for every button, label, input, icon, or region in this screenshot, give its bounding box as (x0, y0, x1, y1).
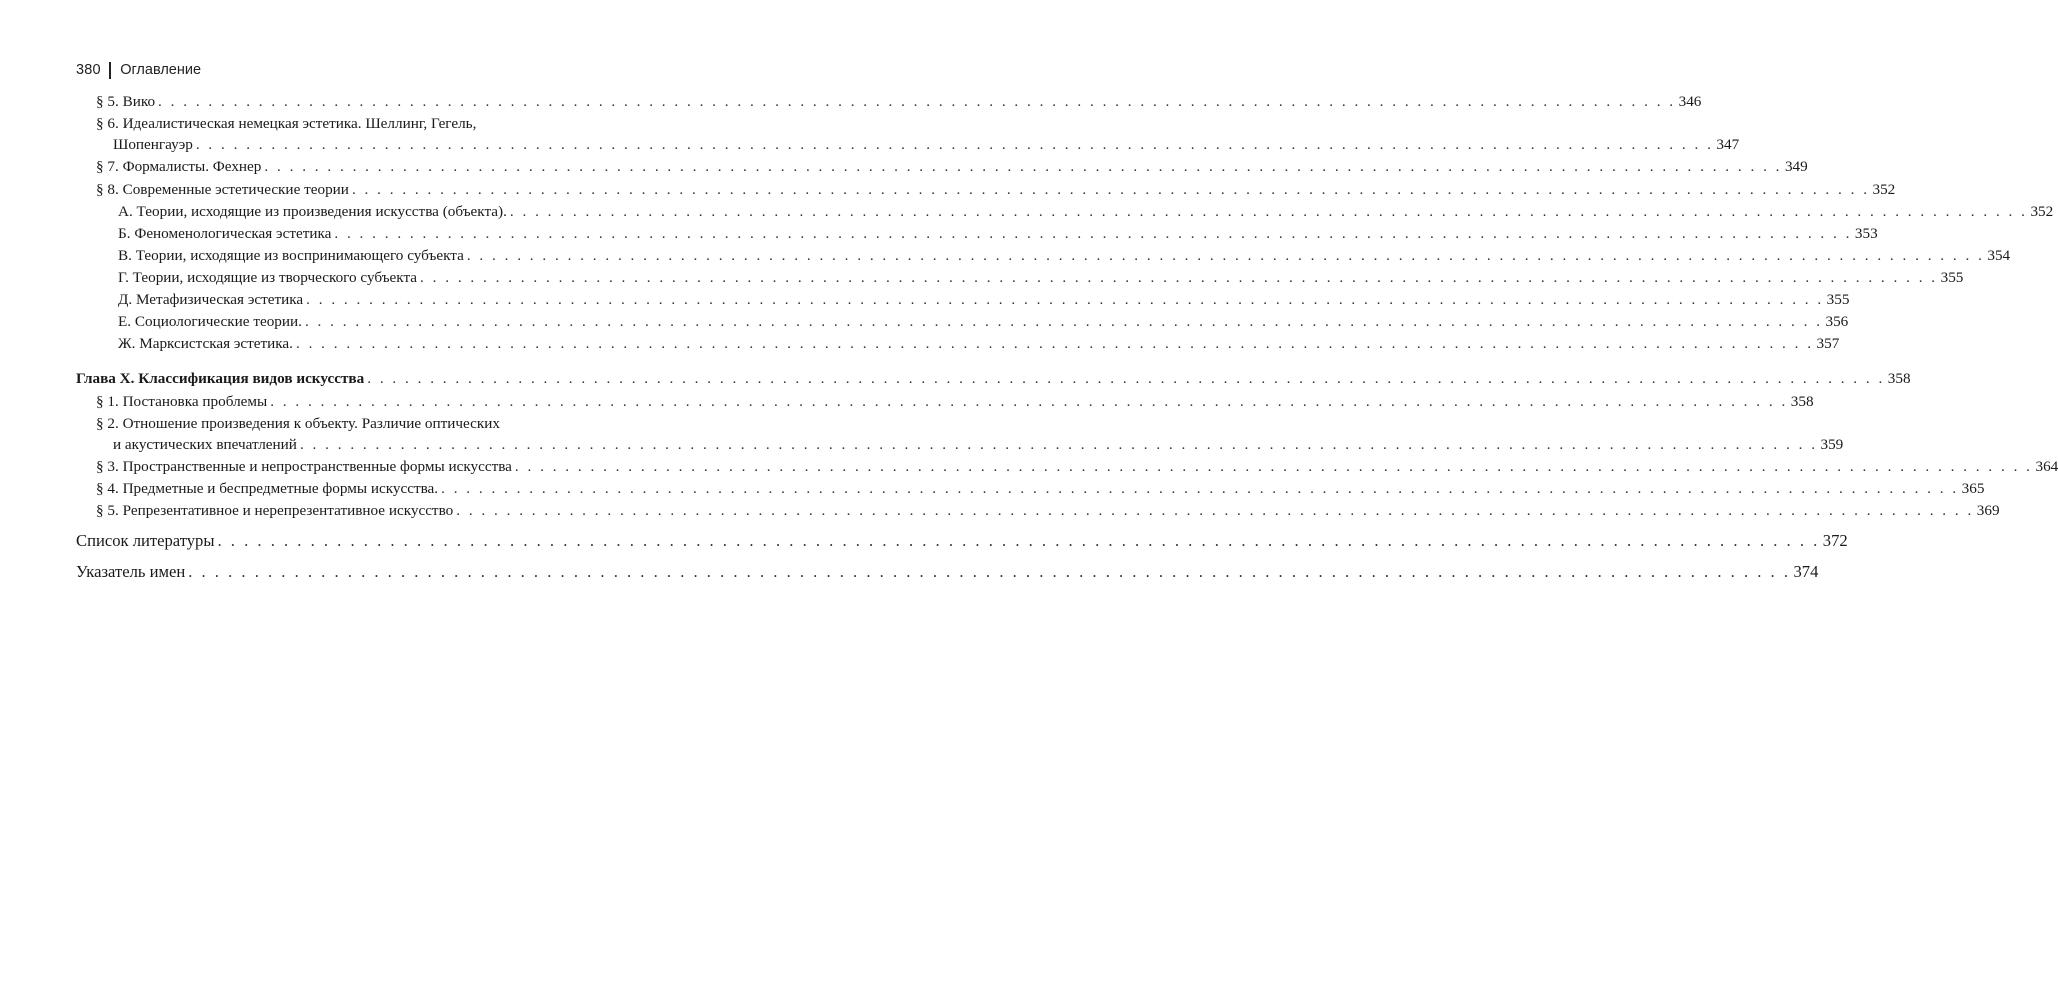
toc-entry[interactable] (96, 480, 1985, 498)
toc-leader-dots: . . . . . . . . . . . . . . . . . . . . . . . . . . . . . . . . . . . . . . . . . . . . . . . . . . . . . . . . . . . . . . . . . . . . . . . . . . . . . . . . . . . . . . . . . . . . . . . . . . . . . . . . . . . . . . . . . . . . . . . . . (351, 181, 1870, 198)
toc-leader-dots: . . . . . . . . . . . . . . . . . . . . . . . . . . . . . . . . . . . . . . . . . . . . . . . . . . . . . . . . . . . . . . . . . . . . . . . . . . . . . . . . . . . . . . . . . . . . . . . . . . . . . . . . . . . . . . . . . . . . . . . . . (158, 93, 1676, 110)
toc-entry-title: Г. Теории, исходящие из творческого субъекта (118, 269, 418, 286)
toc-leader-dots: . . . . . . . . . . . . . . . . . . . . . . . . . . . . . . . . . . . . . . . . . . . . . . . . . . . . . . . . . . . . . . . . . . . . . . . . . . . . . . . . . . . . . . . . . . . . . . . . . . . . . . . . . . . . . . . . . . . . . . . . . (295, 335, 1814, 352)
toc-leader-dots: . . . . . . . . . . . . . . . . . . . . . . . . . . . . . . . . . . . . . . . . . . . . . . . . . . . . . . . . . . . . . . . . . . . . . . . . . . . . . . . . . . . . . . . . . . . . . . . . . . . . . . . . . . . . . . . . . . . . . . . . . (264, 158, 1782, 175)
toc-entry[interactable] (96, 393, 1814, 411)
toc-entry-page: 359 (1820, 436, 1844, 453)
toc-entry-page: 347 (1716, 136, 1740, 153)
toc-leader-dots: . . . . . . . . . . . . . . . . . . . . . . . . . . . . . . . . . . . . . . . . . . . . . . . . . . . . . . . . . . . . . . . . . . . . . . . . . . . . . . . . . . . . . . . . . . . . . . . . . . . . . . . . . . . . . . . . . . . . . . . . . (456, 502, 1974, 519)
toc-entry[interactable] (118, 247, 2011, 265)
running-header (76, 60, 201, 80)
toc-entry[interactable] (118, 225, 1878, 243)
toc-entry-page: 372 (1822, 531, 1848, 550)
toc-leader-dots: . . . . . . . . . . . . . . . . . . . . . . . . . . . . . . . . . . . . . . . . . . . . . . . . . . . . . . . . . . . . . . . . . . . . . . . . . . . . . . . . . . . . . . . . . . . . . . . . . . . . . . . . . . . . . . . . . . . . . . . . . (306, 291, 1824, 308)
toc-entry-page: 355 (1940, 269, 1964, 286)
toc-entry[interactable] (118, 291, 1850, 309)
toc-entry-page: 364 (2035, 458, 2058, 475)
toc-leader-dots: . . . . . . . . . . . . . . . . . . . . . . . . . . . . . . . . . . . . . . . . . . . . . . . . . . . . . . . . . . . . . . . . . . . . . . . . . . . . . . . . . . . . . . . . . . . . . . . . . . . . . . . . . . . . . . . . . . . . . . . . . (367, 370, 1885, 387)
toc-leader-dots: . . . . . . . . . . . . . . . . . . . . . . . . . . . . . . . . . . . . . . . . . . . . . . . . . . . . . . . . . . . . . . . . . . . . . . . . . . . . . . . . . . . . . . . . . . . . . . . . . . . . . . . . . . . . . . . . . . . . . . . . . (188, 562, 1791, 581)
toc-entry-title: Е. Социологические теории. (118, 313, 302, 330)
toc-entry[interactable] (96, 502, 2000, 520)
toc-entry-page: 346 (1678, 93, 1702, 110)
toc-entry-page: 358 (1790, 393, 1814, 410)
toc-leader-dots: . . . . . . . . . . . . . . . . . . . . . . . . . . . . . . . . . . . . . . . . . . . . . . . . . . . . . . . . . . . . . . . . . . . . . . . . . . . . . . . . . . . . . . . . . . . . . . . . . . . . . . . . . . . . . . . . . . . . . . . . . (195, 136, 1714, 153)
toc-leader-dots: . . . . . . . . . . . . . . . . . . . . . . . . . . . . . . . . . . . . . . . . . . . . . . . . . . . . . . . . . . . . . . . . . . . . . . . . . . . . . . . . . . . . . . . . . . . . . . . . . . . . . . . . . . . . . . . . . . . . . . . . . (466, 247, 1985, 264)
toc-entry-title: В. Теории, исходящие из воспринимающего субъекта (118, 247, 464, 264)
toc-entry-title: Ж. Марксистская эстетика. (118, 335, 293, 352)
toc-leader-dots: . . . . . . . . . . . . . . . . . . . . . . . . . . . . . . . . . . . . . . . . . . . . . . . . . . . . . . . . . . . . . . . . . . . . . . . . . . . . . . . . . . . . . . . . . . . . . . . . . . . . . . . . . . . . . . . . . . . . . . . . . (514, 458, 2033, 475)
toc-entry-name-index[interactable] (76, 562, 1819, 582)
toc-entry-bibliography[interactable] (76, 531, 1848, 551)
toc-leader-dots: . . . . . . . . . . . . . . . . . . . . . . . . . . . . . . . . . . . . . . . . . . . . . . . . . . . . . . . . . . . . . . . . . . . . . . . . . . . . . . . . . . . . . . . . . . . . . . . . . . . . . . . . . . . . . . . . . . . . . . . . . (509, 203, 2028, 220)
page-number: 380 (76, 62, 101, 78)
toc-entry[interactable] (96, 93, 1702, 111)
toc-leader-dots: . . . . . . . . . . . . . . . . . . . . . . . . . . . . . . . . . . . . . . . . . . . . . . . . . . . . . . . . . . . . . . . . . . . . . . . . . . . . . . . . . . . . . . . . . . . . . . . . . . . . . . . . . . . . . . . . . . . . . . . . . (441, 480, 1959, 497)
toc-entry-title: § 5. Вико (96, 93, 156, 110)
toc-entry-title: А. Теории, исходящие из произведения искусства (объекта). (118, 203, 507, 220)
toc-entry-title: Список литературы (76, 531, 215, 550)
toc-entry-title-line1: § 2. Отношение произведения к объекту. Различие оптических (96, 415, 500, 432)
toc-entry-title: § 8. Современные эстетические теории (96, 181, 349, 198)
toc-entry-page: 352 (1872, 181, 1896, 198)
toc-entry-title: и акустических впечатлений (113, 436, 297, 453)
toc-entry-title: Д. Метафизическая эстетика (118, 291, 304, 308)
toc-entry-title: § 3. Пространственные и непространственные формы искусства (96, 458, 512, 475)
toc-leader-dots: . . . . . . . . . . . . . . . . . . . . . . . . . . . . . . . . . . . . . . . . . . . . . . . . . . . . . . . . . . . . . . . . . . . . . . . . . . . . . . . . . . . . . . . . . . . . . . . . . . . . . . . . . . . . . . . . . . . . . . . . . (270, 393, 1788, 410)
toc-leader-dots: . . . . . . . . . . . . . . . . . . . . . . . . . . . . . . . . . . . . . . . . . . . . . . . . . . . . . . . . . . . . . . . . . . . . . . . . . . . . . . . . . . . . . . . . . . . . . . . . . . . . . . . . . . . . . . . . . . . . . . . . . (334, 225, 1852, 242)
toc-entry[interactable] (96, 181, 1896, 199)
toc-entry[interactable] (118, 269, 1964, 287)
toc-entry-page: 354 (1987, 247, 2011, 264)
toc-entry-page: 358 (1887, 370, 1911, 387)
toc-entry[interactable] (118, 203, 2054, 221)
toc-entry-title: § 5. Репрезентативное и нерепрезентативное искусство (96, 502, 454, 519)
toc-entry-page: 349 (1784, 158, 1808, 175)
toc-entry[interactable] (113, 436, 1844, 454)
header-section-title: Оглавление (120, 62, 202, 78)
toc-entry-page: 353 (1854, 225, 1878, 242)
toc-entry-page: 374 (1793, 562, 1819, 581)
toc-entry-page: 357 (1816, 335, 1840, 352)
toc-entry-title-line1: § 6. Идеалистическая немецкая эстетика. Шеллинг, Гегель, (96, 115, 477, 132)
toc-entry[interactable] (96, 158, 1808, 176)
toc-entry-page: 356 (1825, 313, 1849, 330)
toc-entry[interactable] (96, 458, 2058, 476)
toc-entry-page: 352 (2030, 203, 2054, 220)
toc-entry-page: 365 (1961, 480, 1985, 497)
toc-chapter-title: Глава X. Классификация видов искусства (76, 370, 365, 387)
toc-entry[interactable] (113, 136, 1740, 154)
header-divider (109, 62, 111, 79)
toc-entry[interactable] (118, 313, 1849, 331)
toc-entry-title: Б. Феноменологическая эстетика (118, 225, 332, 242)
toc-entry-page: 355 (1826, 291, 1850, 308)
toc-entry-page: 369 (1976, 502, 2000, 519)
toc-chapter-entry[interactable] (76, 370, 1911, 388)
toc-leader-dots: . . . . . . . . . . . . . . . . . . . . . . . . . . . . . . . . . . . . . . . . . . . . . . . . . . . . . . . . . . . . . . . . . . . . . . . . . . . . . . . . . . . . . . . . . . . . . . . . . . . . . . . . . . . . . . . . . . . . . . . . . (299, 436, 1818, 453)
toc-entry-title: § 1. Постановка проблемы (96, 393, 268, 410)
toc-entry[interactable] (118, 335, 1840, 353)
toc-entry-title: Шопенгауэр (113, 136, 193, 153)
toc-entry-title: § 7. Формалисты. Фехнер (96, 158, 262, 175)
toc-entry-title: Указатель имен (76, 562, 186, 581)
toc-leader-dots: . . . . . . . . . . . . . . . . . . . . . . . . . . . . . . . . . . . . . . . . . . . . . . . . . . . . . . . . . . . . . . . . . . . . . . . . . . . . . . . . . . . . . . . . . . . . . . . . . . . . . . . . . . . . . . . . . . . . . . . . . (217, 531, 1820, 550)
toc-leader-dots: . . . . . . . . . . . . . . . . . . . . . . . . . . . . . . . . . . . . . . . . . . . . . . . . . . . . . . . . . . . . . . . . . . . . . . . . . . . . . . . . . . . . . . . . . . . . . . . . . . . . . . . . . . . . . . . . . . . . . . . . . (420, 269, 1938, 286)
toc-entry-title: § 4. Предметные и беспредметные формы искусства. (96, 480, 439, 497)
toc-leader-dots: . . . . . . . . . . . . . . . . . . . . . . . . . . . . . . . . . . . . . . . . . . . . . . . . . . . . . . . . . . . . . . . . . . . . . . . . . . . . . . . . . . . . . . . . . . . . . . . . . . . . . . . . . . . . . . . . . . . . . . . . . (304, 313, 1823, 330)
